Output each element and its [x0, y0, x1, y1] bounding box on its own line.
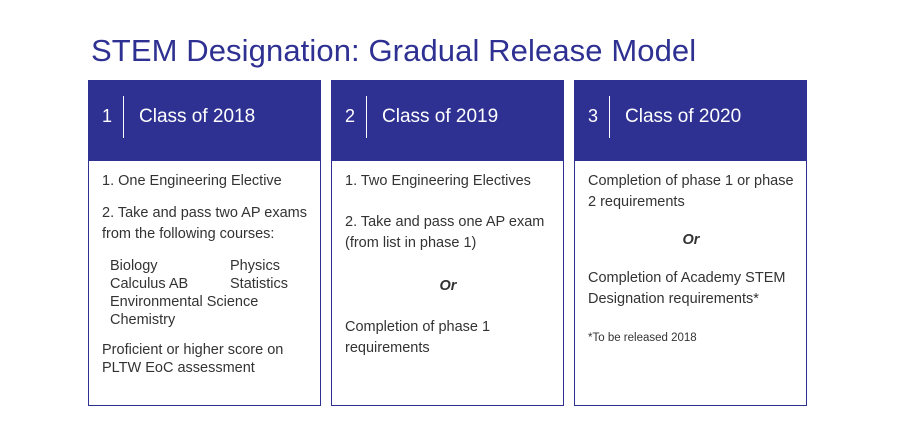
- phase-header: [332, 81, 563, 161]
- phase-title: Class of 2019: [382, 106, 499, 127]
- course-item: Calculus AB: [110, 276, 189, 292]
- header-divider: [123, 96, 124, 138]
- footnote: *To be released 2018: [588, 332, 697, 344]
- requirement-text: 1. Two Engineering Electives: [345, 173, 531, 189]
- or-separator: Or: [682, 232, 700, 248]
- phase-body: [89, 161, 320, 377]
- course-item: Environmental Science: [110, 294, 259, 310]
- header-divider: [366, 96, 367, 138]
- phase-number: 3: [588, 106, 599, 126]
- requirement-text: 2. Take and pass one AP exam (from list in phase 1): [345, 214, 545, 251]
- page-title: STEM Designation: Gradual Release Model: [91, 32, 697, 68]
- course-item: Statistics: [230, 276, 289, 292]
- phase-header: [575, 81, 806, 161]
- phase-card-class-of-2020: [574, 80, 807, 406]
- header-divider: [609, 96, 610, 138]
- course-list: [110, 257, 308, 329]
- phase-body: [575, 161, 806, 349]
- requirement-text: Completion of phase 1 requirements: [345, 319, 491, 356]
- phase-body: [332, 161, 563, 359]
- requirement-text: Completion of phase 1 or phase 2 requirements: [588, 173, 794, 210]
- phase-header: [89, 81, 320, 161]
- phase-number: 2: [345, 106, 356, 126]
- phase-title: Class of 2018: [139, 106, 256, 127]
- phase-card-class-of-2018: [88, 80, 321, 406]
- phase-card-class-of-2019: [331, 80, 564, 406]
- course-item: Physics: [230, 258, 280, 274]
- or-separator: Or: [439, 278, 457, 294]
- requirement-text: Completion of Academy STEM Designation requirements*: [588, 270, 786, 307]
- requirement-text: Proficient or higher score on PLTW EoC assessment: [102, 342, 284, 376]
- requirement-text: 2. Take and pass two AP exams from the following courses:: [102, 205, 308, 242]
- phase-number: 1: [102, 106, 113, 126]
- phase-title: Class of 2020: [625, 106, 742, 127]
- course-item: Biology: [110, 258, 158, 274]
- requirement-text: 1. One Engineering Elective: [102, 173, 282, 189]
- course-item: Chemistry: [110, 312, 176, 328]
